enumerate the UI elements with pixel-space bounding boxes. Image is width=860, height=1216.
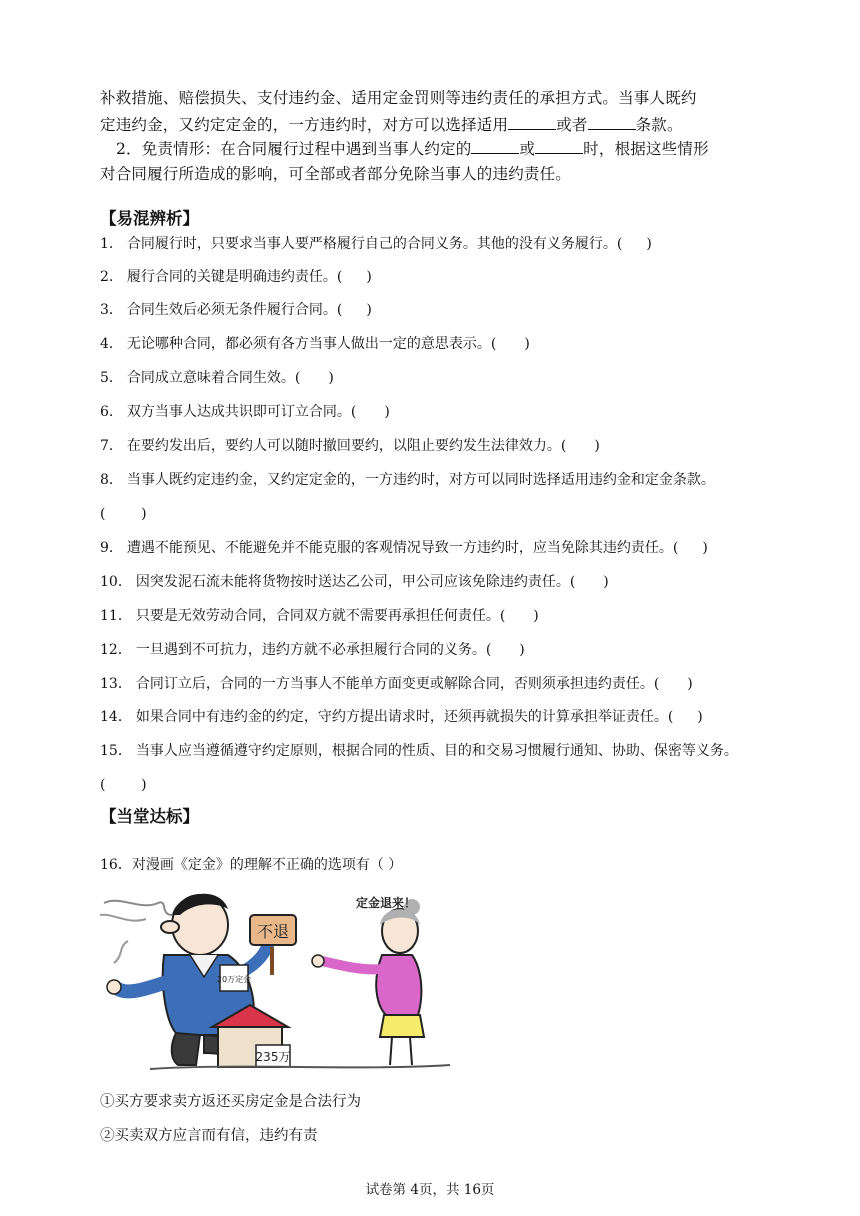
box-price: 235万	[255, 1050, 291, 1064]
section-heading-practice: 【当堂达标】	[100, 807, 199, 826]
option-1: ①买方要求卖方返还买房定金是合法行为	[100, 1094, 361, 1110]
item-text: 无论哪种合同，都必须有各方当事人做出一定的意思表示。(	[126, 336, 497, 352]
item-text: 履行合同的关键是明确违约责任。(	[126, 269, 343, 285]
answer-paren[interactable]: )	[519, 642, 525, 658]
fill-blank[interactable]	[588, 113, 636, 130]
answer-paren-wrapped[interactable]	[100, 775, 770, 795]
list-item	[100, 436, 770, 456]
item-number: 3．	[100, 302, 123, 318]
answer-paren[interactable]: )	[687, 676, 693, 692]
item-number: 2．	[100, 269, 123, 285]
section-heading-confusion: 【易混辨析】	[100, 209, 199, 228]
intro-text: 或者	[556, 116, 588, 134]
intro-text: 条款。	[635, 116, 683, 134]
item-number: 4．	[100, 336, 123, 352]
intro-text: 2．免责情形：在合同履行过程中遇到当事人约定的	[116, 140, 472, 158]
list-item	[100, 741, 770, 761]
fill-blank[interactable]	[471, 137, 519, 154]
list-item	[100, 402, 770, 422]
intro-line-4	[100, 161, 765, 188]
item-text: 如果合同中有违约金的约定，守约方提出请求时，还须再就损失的计算承担举证责任。(	[135, 709, 674, 725]
item-number: 11．	[100, 608, 132, 624]
item-text: 遭遇不能预见、不能避免并不能克服的客观情况导致一方违约时，应当免除其违约责任。(	[126, 540, 679, 556]
list-item	[100, 334, 770, 354]
speech-text: 定金退来！	[356, 896, 417, 910]
answer-paren[interactable]: )	[366, 269, 372, 285]
intro-text: 或	[519, 140, 536, 158]
answer-paren[interactable]: ( )	[100, 506, 147, 522]
list-item	[100, 368, 770, 388]
list-item	[100, 300, 770, 320]
list-item	[100, 606, 770, 626]
item-number: 7．	[100, 438, 123, 454]
item-text: 在要约发出后，要约人可以随时撤回要约，以阻止要约发生法律效力。(	[126, 438, 567, 454]
answer-paren[interactable]: )	[603, 574, 609, 590]
item-number: 1．	[100, 236, 123, 252]
item-text: 因突发泥石流未能将货物按时送达乙公司，甲公司应该免除违约责任。(	[135, 574, 576, 590]
answer-paren-wrapped[interactable]	[100, 504, 770, 524]
item-number: 14．	[100, 709, 132, 725]
list-item	[100, 640, 770, 660]
item-number: 12．	[100, 642, 132, 658]
answer-paren[interactable]: )	[594, 438, 600, 454]
answer-paren[interactable]: )	[697, 709, 703, 725]
cartoon-illustration	[100, 885, 470, 1075]
item-number: 8．	[100, 472, 123, 488]
item-text: 只要是无效劳动合同，合同双方就不需要再承担任何责任。(	[135, 608, 506, 624]
item-text: 合同履行时，只要求当事人要严格履行自己的合同义务。其他的没有义务履行。(	[126, 236, 623, 252]
answer-paren[interactable]: )	[328, 370, 334, 386]
intro-line-3	[116, 136, 781, 163]
answer-paren[interactable]: )	[524, 336, 530, 352]
question-16	[100, 855, 770, 875]
item-text: 当事人既约定违约金，又约定定金的，一方违约时，对方可以同时选择适用违约金和定金条款。	[126, 472, 715, 488]
list-item	[100, 674, 770, 694]
item-text: 合同成立意味着合同生效。(	[126, 370, 301, 386]
item-number: 9．	[100, 540, 123, 556]
list-item	[100, 707, 770, 727]
list-item	[100, 538, 770, 558]
intro-line-1	[100, 85, 765, 112]
fill-blank[interactable]	[535, 137, 583, 154]
item-text: 合同生效后必须无条件履行合同。(	[126, 302, 343, 318]
fill-blank[interactable]	[508, 113, 556, 130]
question-text: 16．对漫画《定金》的理解不正确的选项有（ ）	[100, 857, 403, 873]
intro-text: 对合同履行所造成的影响，可全部或者部分免除当事人的违约责任。	[100, 165, 572, 183]
item-number: 6．	[100, 404, 123, 420]
answer-paren[interactable]: )	[646, 236, 652, 252]
item-text: 合同订立后，合同的一方当事人不能单方面变更或解除合同，否则须承担违约责任。(	[135, 676, 660, 692]
intro-line-2	[100, 112, 765, 139]
list-item	[100, 267, 770, 287]
answer-paren[interactable]: ( )	[100, 777, 147, 793]
intro-text: 补救措施、赔偿损失、支付违约金、适用定金罚则等违约责任的承担方式。当事人既约	[100, 89, 697, 107]
option-2: ②买卖双方应言而有信，违约有责	[100, 1128, 318, 1144]
answer-paren[interactable]: )	[702, 540, 708, 556]
item-number: 5．	[100, 370, 123, 386]
item-text: 当事人应当遵循遵守约定原则，根据合同的性质、目的和交易习惯履行通知、协助、保密等义务。	[135, 743, 738, 759]
intro-text: 定违约金，又约定定金的，一方违约时，对方可以选择适用	[100, 116, 509, 134]
list-item	[100, 234, 770, 254]
list-item	[100, 470, 770, 490]
item-text: 一旦遇到不可抗力，违约方就不必承担履行合同的义务。(	[135, 642, 492, 658]
sign-text: 不退	[256, 922, 290, 941]
intro-text: 时，根据这些情形	[583, 140, 709, 158]
answer-paren[interactable]: )	[533, 608, 539, 624]
item-number: 10．	[100, 574, 132, 590]
list-item	[100, 572, 770, 592]
item-number: 15．	[100, 743, 132, 759]
item-number: 13．	[100, 676, 132, 692]
answer-paren[interactable]: )	[366, 302, 372, 318]
tag-text: 20万定金	[216, 975, 252, 984]
item-text: 双方当事人达成共识即可订立合同。(	[126, 404, 357, 420]
answer-paren[interactable]: )	[384, 404, 390, 420]
page-footer: 试卷第 4页，共 16页	[365, 1182, 495, 1198]
